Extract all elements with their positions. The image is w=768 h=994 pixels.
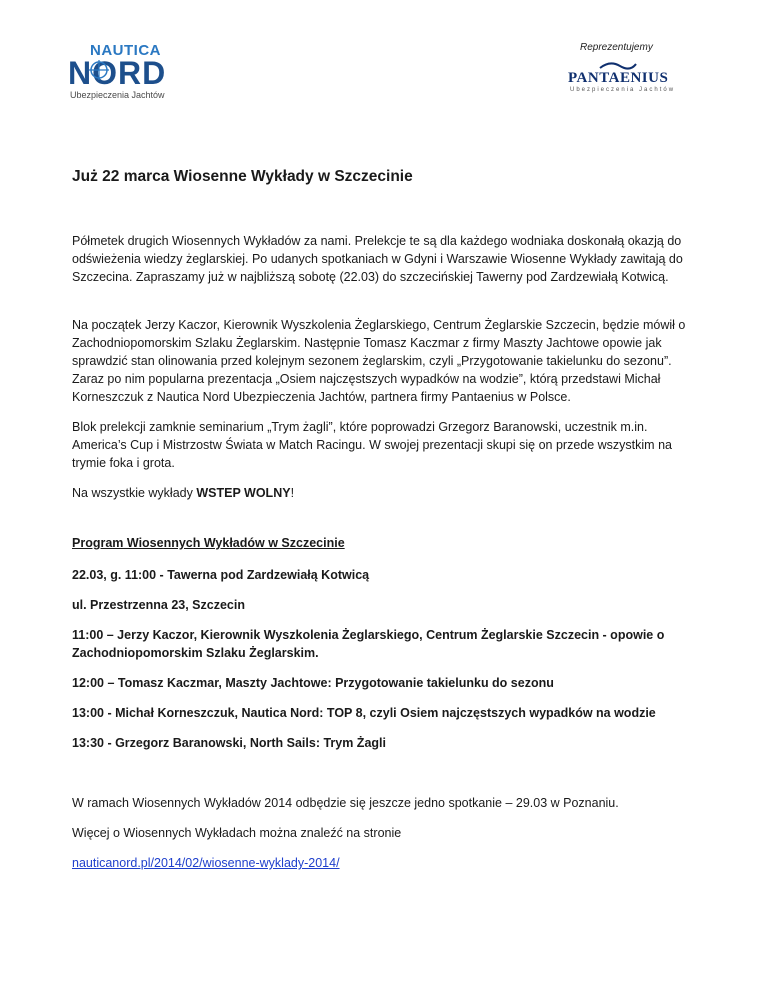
closing-paragraph: W ramach Wiosennych Wykładów 2014 odbędzie się jeszcze jedno spotkanie – 29.03 w Poznaniu. [72,796,619,810]
page-title: Już 22 marca Wiosenne Wykłady w Szczecinie [72,168,413,185]
nautica-nord-logo [68,42,178,104]
more-info-link-row [72,854,702,872]
free-entry-post: ! [290,486,295,500]
logo-top-word: NAUTICA [90,42,161,59]
program-item: 13:00 - Michał Korneszczuk, Nautica Nord: TOP 8, czyli Osiem najczęstszych wypadków na wodzie [72,706,656,720]
represent-label: Reprezentujemy [580,42,653,53]
pantaenius-name: PANTAENIUS [568,70,669,86]
program-item: 12:00 – Tomasz Kaczmar, Maszty Jachtowe: Przygotowanie takielunku do sezonu [72,676,554,690]
program-item: 11:00 – Jerzy Kaczor, Kierownik Wyszkolenia Żeglarskiego, Centrum Żeglarskie Szczecin - opowie o Zachodniopomorskim Szlaku Żeglarskim. [72,628,665,660]
pantaenius-logo [568,60,678,94]
program-item: 22.03, g. 11:00 - Tawerna pod Zardzewiałą Kotwicą [72,568,370,582]
logo-main-word: NORD [68,55,167,91]
speakers-paragraph: Na początek Jerzy Kaczor, Kierownik Wyszkolenia Żeglarskiego, Centrum Żeglarskie Szczecin, będzie mówił o Zachodniopomorskim Szlaku Żeglarskim. Następnie Tomasz Kaczmar z firmy Maszty Jachtowe opowie jak sprawdzić stan olinowania przed kolejnym sezonem żeglarskim, czyli „Przygotowanie takielunku do sezonu”. Zaraz po nim popularna prezentacja „Osiem najczęstszych wypadków na wodzie”, którą przedstawi Michał Korneszczuk z Nautica Nord Ubezpieczenia Jachtów, partnera firmy Pantaenius w Polsce. [72,318,686,404]
logo-subtitle: Ubezpieczenia Jachtów [70,90,165,100]
intro-paragraph: Półmetek drugich Wiosennych Wykładów za nami. Prelekcje te są dla każdego wodniaka doskonałą okazją do odświeżenia wiedzy żeglarskiej. Po udanych spotkaniach w Gdyni i Warszawie Wiosenne Wykłady zawitają do Szczecina. Zapraszamy już w najbliższą sobotę (22.03) do szczecińskiej Tawerny pod Zardzewiałą Kotwicą. [72,234,683,284]
free-entry-paragraph [72,484,702,502]
seminar-paragraph: Blok prelekcji zamknie seminarium „Trym żagli”, które poprowadzi Grzegorz Baranowski, uczestnik m.in. America’s Cup i Mistrzostw Świata w Match Racingu. W swojej prezentacji skupi się on przede wszystkim na trymie foka i grota. [72,420,672,470]
program-item: ul. Przestrzenna 23, Szczecin [72,598,245,612]
more-info-text: Więcej o Wiosennych Wykładach można znaleźć na stronie [72,826,402,840]
compass-icon [88,59,110,81]
pantaenius-subtitle: Ubezpieczenia Jachtów [570,87,676,93]
free-entry-bold: WSTEP WOLNY [196,486,291,500]
program-heading: Program Wiosennych Wykładów w Szczecinie [72,536,345,550]
free-entry-pre: Na wszystkie wykłady [72,486,197,500]
lectures-link[interactable]: nauticanord.pl/2014/02/wiosenne-wyklady-2014/ [72,856,340,870]
program-item: 13:30 - Grzegorz Baranowski, North Sails: Trym Żagli [72,736,386,750]
